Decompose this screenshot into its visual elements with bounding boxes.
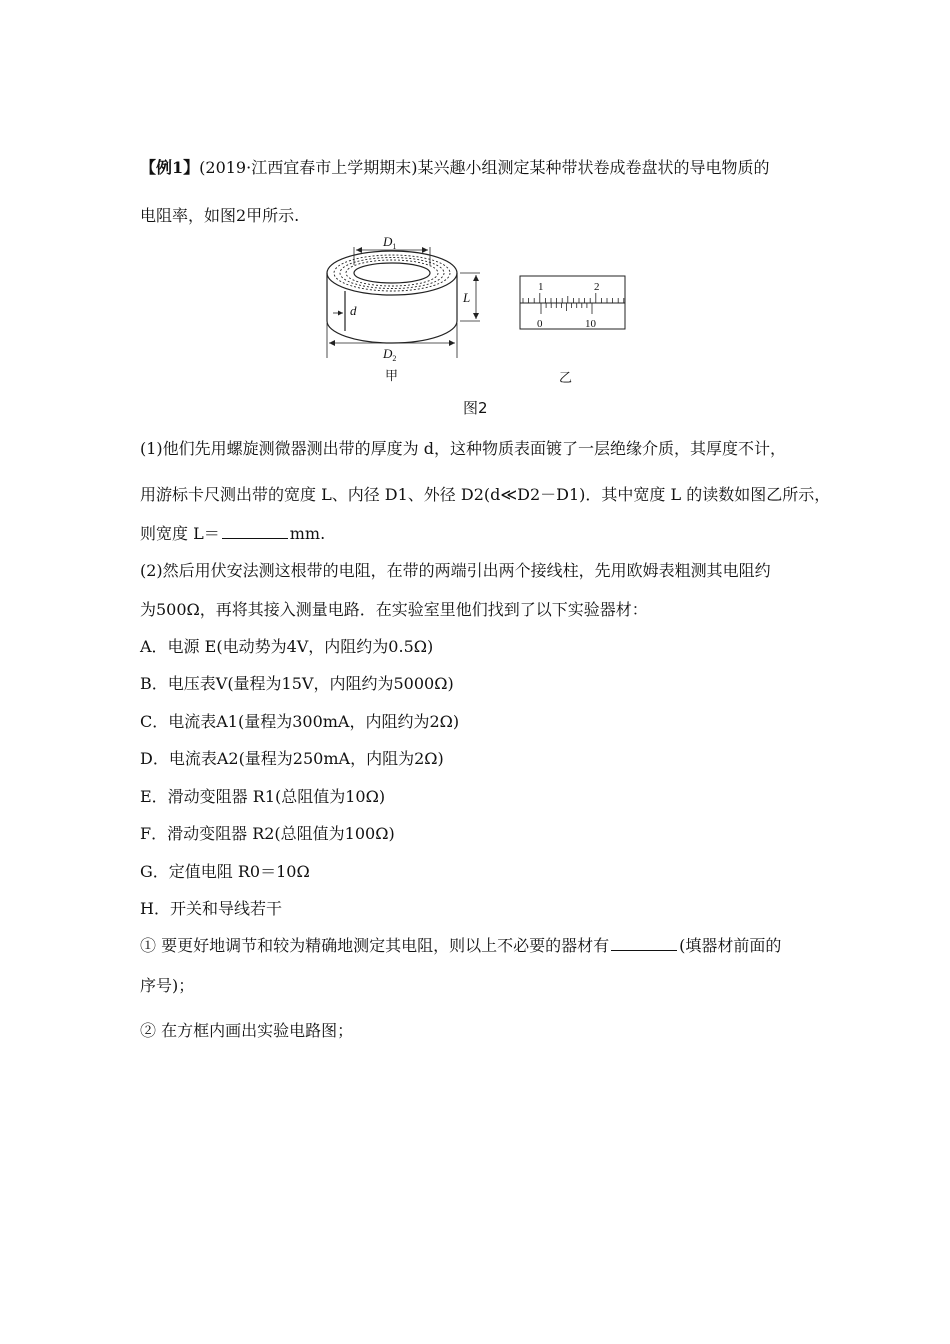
- example-stem-2: 电阻率，如图2甲所示.: [140, 206, 300, 225]
- figure-caption: 图2: [463, 399, 488, 417]
- option-b: B．电压表V(量程为15V，内阻约为5000Ω): [140, 674, 454, 693]
- q1-line-1: (1)他们先用螺旋测微器测出带的厚度为 d，这种物质表面镀了一层绝缘介质，其厚度不计，: [140, 439, 786, 458]
- q2-line-1: (2)然后用伏安法测这根带的电阻，在带的两端引出两个接线柱，先用欧姆表粗测其电阻约: [140, 561, 771, 580]
- option-f: F．滑动变阻器 R2(总阻值为100Ω): [140, 824, 395, 843]
- option-g: G．定值电阻 R0＝10Ω: [140, 862, 310, 881]
- main-scale-label-1: 1: [538, 281, 544, 293]
- q1-line-3: [140, 523, 325, 545]
- label-d2: $D_2$: [383, 346, 397, 363]
- example-tag: 【例1】: [140, 158, 200, 177]
- answer-blank-width[interactable]: [222, 524, 288, 539]
- label-d: d: [350, 303, 357, 318]
- option-c: C．电流表A1(量程为300mA，内阻约为2Ω): [140, 712, 460, 731]
- vernier-scale-label-10: 10: [585, 318, 596, 330]
- answer-blank-unneeded[interactable]: [611, 936, 677, 951]
- sub2-line-1: ② 在方框内画出实验电路图；: [140, 1021, 354, 1040]
- caption-jia: 甲: [385, 369, 399, 384]
- q1-line-2: 用游标卡尺测出带的宽度 L、内径 D1、外径 D2(d≪D2－D1)．其中宽度 L 的读数如图乙所示，: [140, 485, 831, 504]
- label-L: L: [463, 290, 471, 305]
- caption-yi: 乙: [559, 371, 573, 386]
- sub1-line-1-post: (填器材前面的: [679, 936, 782, 955]
- figure-2: [0, 0, 950, 420]
- vernier-scale-label-0: 0: [537, 318, 543, 330]
- sub1-line-1: [140, 935, 781, 957]
- sub1-line-2: 序号)；: [140, 976, 195, 995]
- example-stem-1: 某兴趣小组测定某种带状卷成卷盘状的导电物质的: [417, 158, 770, 177]
- main-scale-label-2: 2: [594, 281, 600, 293]
- option-a: A．电源 E(电动势为4V，内阻约为0.5Ω): [140, 637, 434, 656]
- q2-line-2: 为500Ω，再将其接入测量电路．在实验室里他们找到了以下实验器材：: [140, 600, 648, 619]
- sub1-line-1-pre: ① 要更好地调节和较为精确地测定其电阻，则以上不必要的器材有: [140, 936, 610, 955]
- option-e: E．滑动变阻器 R1(总阻值为10Ω): [140, 787, 386, 806]
- option-d: D．电流表A2(量程为250mA，内阻为2Ω): [140, 749, 444, 768]
- vernier-caliper-diagram: [520, 276, 625, 329]
- q1-line-3-pre: 则宽度 L＝: [140, 524, 220, 543]
- example-source: (2019·江西宜春市上学期期末): [199, 158, 418, 177]
- label-d1: $D_1$: [383, 234, 397, 251]
- option-h: H．开关和导线若干: [140, 899, 282, 918]
- q1-line-3-post: mm.: [289, 524, 326, 543]
